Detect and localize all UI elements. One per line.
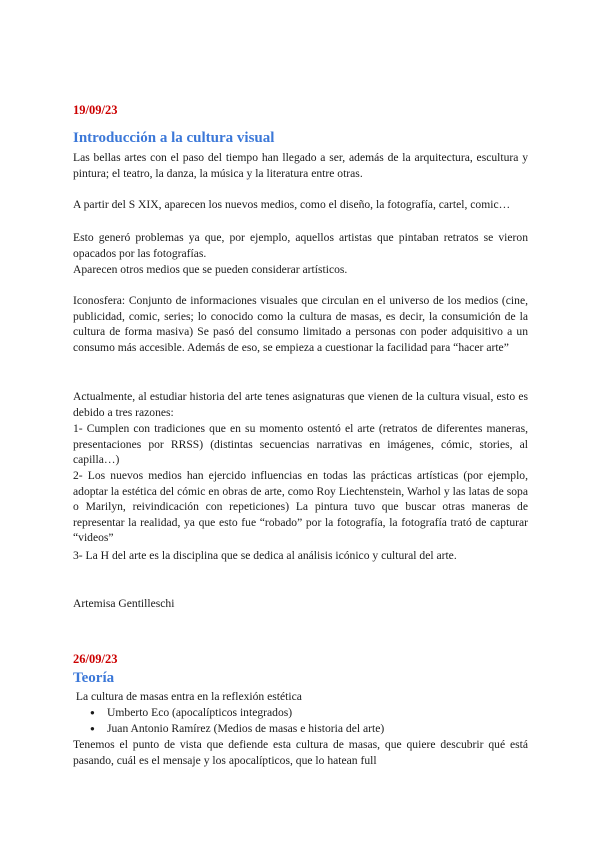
section-title: Teoría — [73, 670, 115, 686]
list-item: ● Umberto Eco (apocalípticos integrados) — [73, 705, 384, 721]
paragraph: Esto generó problemas ya que, por ejemplo, aquellos artistas que pintaban retratos se vieron opacados por las fotografías. — [73, 231, 528, 260]
paragraph: Aparecen otros medios que se pueden considerar artísticos. — [73, 263, 348, 276]
list-reason: 2- Los nuevos medios han ejercido influencias en todas las prácticas artísticas (por ejemplo, adoptar la estética del cómic en obras de arte, como Roy Liechtenstein, Warhol y las latas de sopa o Marilyn, reivindicación con repeticiones) La pintura tuvo que buscar otras maneras de representar la realidad, ya que esto fue “robado” por la fotografía, la fotografía trató de capturar “videos” — [73, 469, 528, 545]
section-title: Introducción a la cultura visual — [73, 130, 275, 146]
bullet-list — [73, 705, 384, 736]
section-date: 26/09/23 — [73, 652, 118, 666]
paragraph: A partir del S XIX, aparecen los nuevos medios, como el diseño, la fotografía, cartel, comic… — [73, 198, 511, 211]
paragraph: La cultura de masas entra en la reflexión estética — [73, 690, 302, 703]
paragraph: Tenemos el punto de vista que defiende esta cultura de masas, que quiere descubrir qué está pasando, cuál es el mensaje y los apocalípticos, que lo hatean full — [73, 738, 528, 767]
paragraph: Actualmente, al estudiar historia del arte tenes asignaturas que vienen de la cultura visual, esto es debido a tres razones: — [73, 390, 528, 419]
list-reason: 1- Cumplen con tradiciones que en su momento ostentó el arte (retratos de diferentes maneras, presentaciones por RRSS) (distintas secuencias narrativas en imágenes, cómic, stories, al capilla…) — [73, 422, 528, 467]
list-item: ● Juan Antonio Ramírez (Medios de masas e historia del arte) — [73, 721, 384, 737]
paragraph: Las bellas artes con el paso del tiempo han llegado a ser, además de la arquitectura, escultura y pintura; el teatro, la danza, la música y la literatura entre otras. — [73, 151, 528, 180]
list-reason: 3- La H del arte es la disciplina que se dedica al análisis icónico y cultural del arte. — [73, 549, 457, 562]
paragraph: Iconosfera: Conjunto de informaciones visuales que circulan en el universo de los medios (cine, publicidad, comic, series; lo conocido como la cultura de masas, es decir, la consumición de la cultura de forma masiva) Se pasó del consumo limitado a personas con poder adquisitivo a un consumo más accesible. Además de eso, se empieza a cuestionar la facilidad para “hacer arte” — [73, 294, 528, 354]
section-date: 19/09/23 — [73, 103, 118, 117]
paragraph: Artemisa Gentilleschi — [73, 597, 175, 610]
